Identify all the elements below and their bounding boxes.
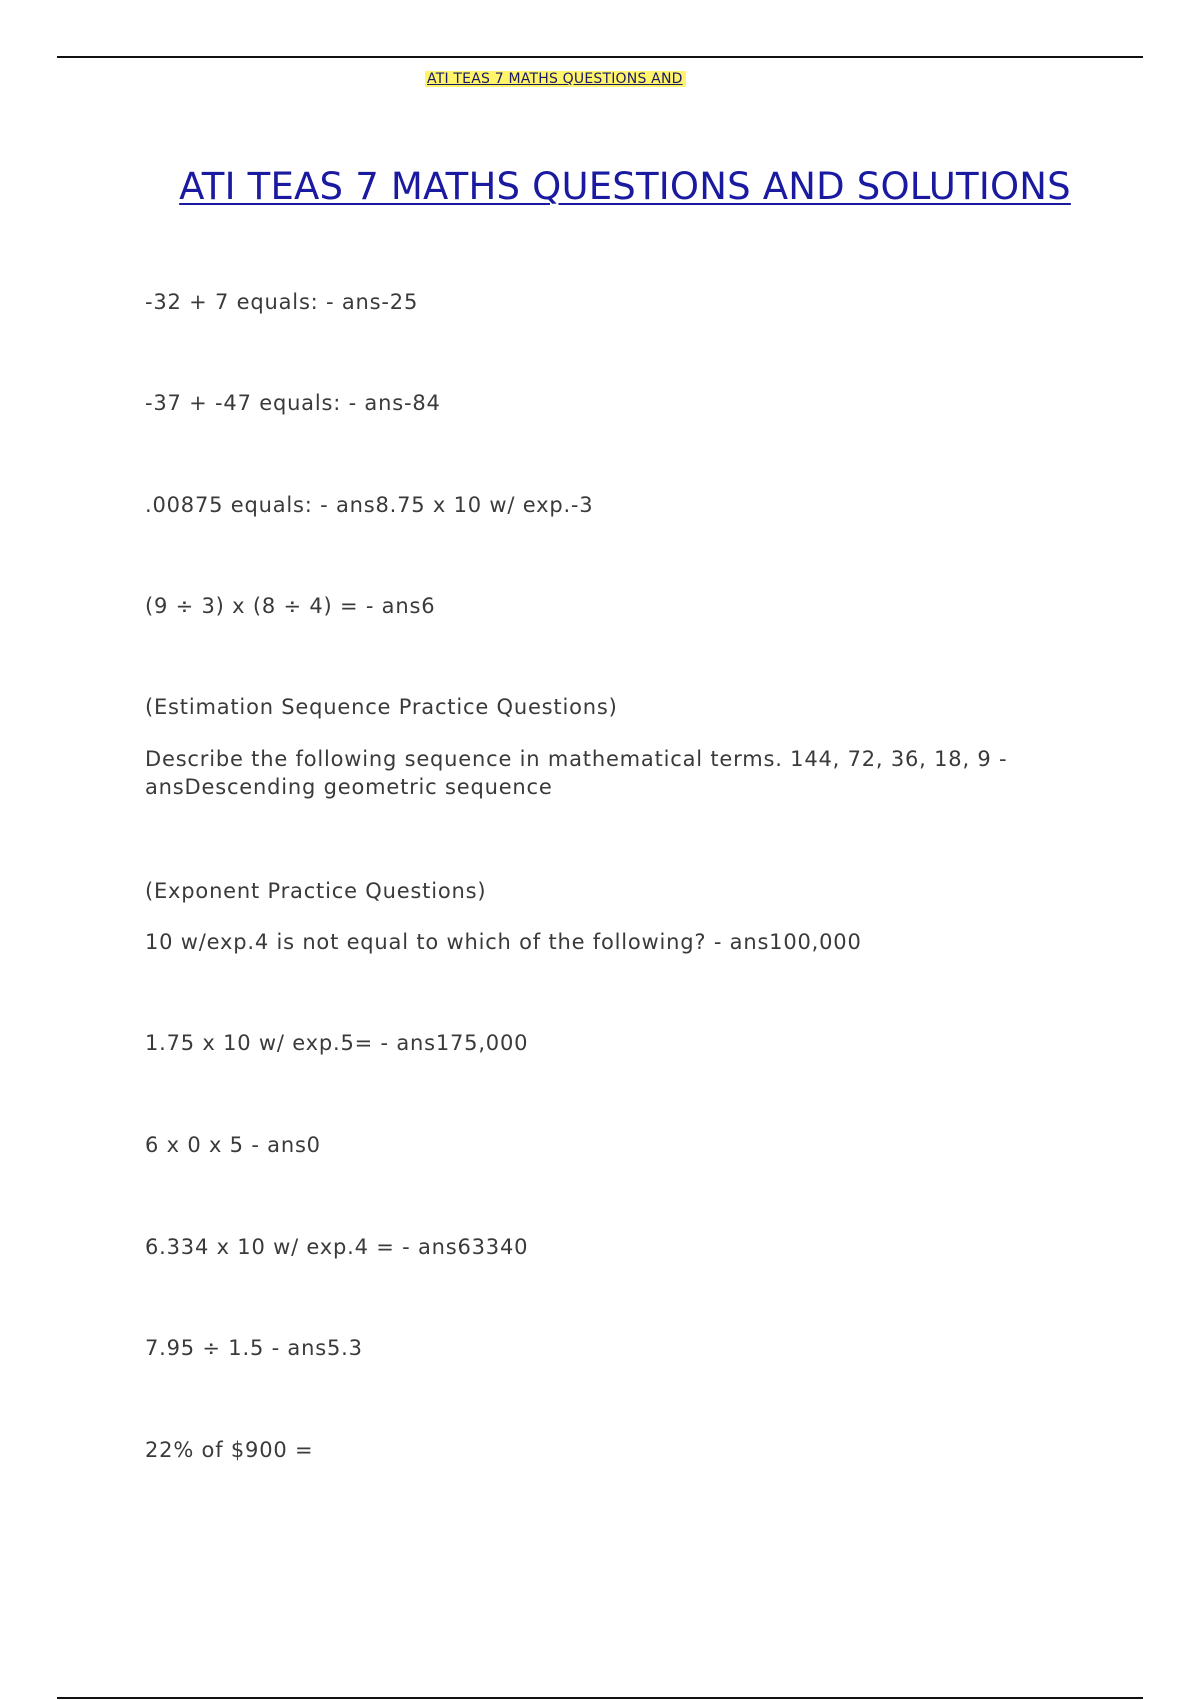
question-line: 22% of $900 = — [145, 1438, 314, 1462]
question-line: 6.334 x 10 w/ exp.4 = - ans63340 — [145, 1235, 529, 1259]
document-title: ATI TEAS 7 MATHS QUESTIONS AND SOLUTIONS — [179, 165, 1071, 208]
question-line: 10 w/exp.4 is not equal to which of the following? - ans100,000 — [145, 930, 862, 954]
question-line: (9 ÷ 3) x (8 ÷ 4) = - ans6 — [145, 594, 436, 618]
bottom-rule — [57, 1697, 1143, 1699]
question-line: .00875 equals: - ans8.75 x 10 w/ exp.-3 — [145, 493, 594, 517]
section-heading: (Estimation Sequence Practice Questions) — [145, 695, 618, 719]
question-line: Describe the following sequence in mathematical terms. 144, 72, 36, 18, 9 - ansDescending geometric sequence — [145, 747, 1008, 799]
section-heading: (Exponent Practice Questions) — [145, 879, 487, 903]
top-rule — [57, 56, 1143, 58]
question-line: -37 + -47 equals: - ans-84 — [145, 391, 441, 415]
question-line: -32 + 7 equals: - ans-25 — [145, 290, 419, 314]
running-header: ATI TEAS 7 MATHS QUESTIONS AND — [425, 71, 686, 87]
question-line: 1.75 x 10 w/ exp.5= - ans175,000 — [145, 1031, 529, 1055]
question-line: 6 x 0 x 5 - ans0 — [145, 1133, 321, 1157]
question-line: 7.95 ÷ 1.5 - ans5.3 — [145, 1336, 363, 1360]
